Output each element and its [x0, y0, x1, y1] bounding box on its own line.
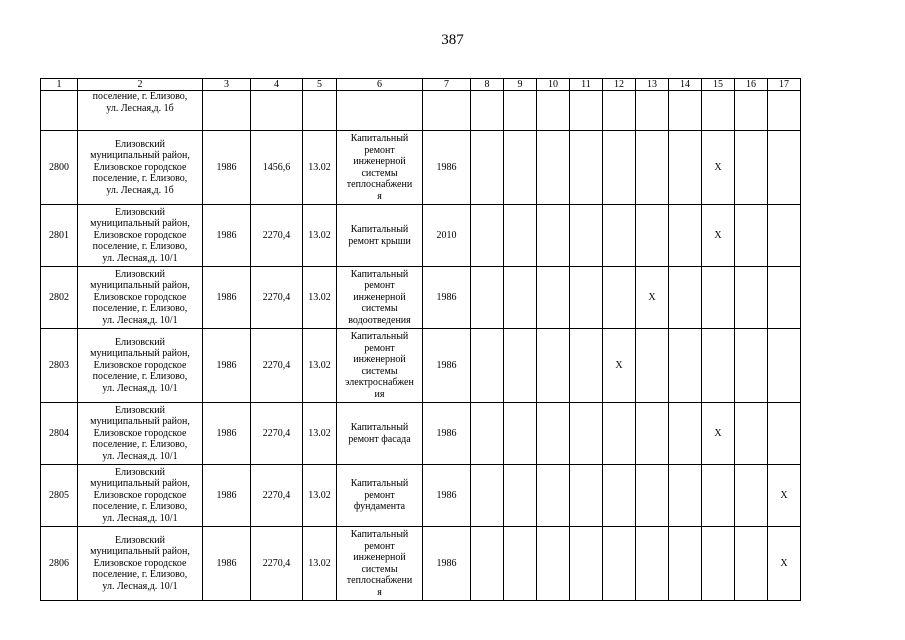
- cell-line: муниципальный район,: [90, 546, 190, 558]
- cell-line: поселение, г. Елизово,: [92, 303, 188, 315]
- empty-cell: [669, 527, 702, 601]
- code-cell: 13.02: [303, 131, 337, 205]
- column-number-row: [41, 79, 801, 91]
- empty-cell: [537, 403, 570, 465]
- register-table: [40, 78, 801, 601]
- cell-line: теплоснабжени: [346, 575, 413, 586]
- empty-cell: [570, 465, 603, 527]
- cell-line: поселение, г. Елизово,: [92, 241, 188, 253]
- cell-line: ремонт: [364, 489, 395, 501]
- empty-cell: [702, 465, 735, 527]
- column-number: 11: [570, 79, 603, 91]
- cell-line: поселение, г. Елизово,: [92, 569, 188, 581]
- cell-line: Елизовский: [114, 206, 165, 218]
- year-built-cell: 1986: [203, 267, 251, 329]
- cell-line: системы: [361, 167, 398, 179]
- mark-cell: X: [603, 329, 636, 403]
- cell-line: системы: [361, 365, 398, 377]
- column-number: 12: [603, 79, 636, 91]
- table-row: [41, 465, 801, 527]
- cell-line: ремонт крыши: [348, 235, 411, 247]
- area-cell: 2270,4: [251, 267, 303, 329]
- work-type-cell: [337, 329, 423, 403]
- work-type-cell: [337, 403, 423, 465]
- empty-cell: [570, 403, 603, 465]
- cell-line: Елизовский: [114, 466, 165, 478]
- empty-cell: [537, 131, 570, 205]
- cell-line: Капитальный: [350, 133, 409, 144]
- area-cell: 2270,4: [251, 465, 303, 527]
- cell-line: Елизовское городское: [93, 489, 187, 501]
- cell-line: ул. Лесная,д. 10/1: [102, 252, 178, 264]
- cell-line: инженерной: [353, 156, 406, 167]
- empty-cell: [636, 465, 669, 527]
- cell-line: муниципальный район,: [90, 348, 190, 360]
- empty-cell: [303, 91, 337, 131]
- year-built-cell: 1986: [203, 329, 251, 403]
- mark-cell: X: [702, 205, 735, 267]
- empty-cell: [603, 403, 636, 465]
- empty-cell: [537, 329, 570, 403]
- code-cell: 13.02: [303, 267, 337, 329]
- empty-cell: [337, 91, 423, 131]
- mark-cell: X: [702, 403, 735, 465]
- table-row: [41, 131, 801, 205]
- empty-cell: [636, 91, 669, 131]
- cell-line: ия: [374, 388, 385, 400]
- empty-cell: [570, 527, 603, 601]
- empty-cell: [504, 527, 537, 601]
- address-cell: [78, 527, 203, 601]
- empty-cell: [423, 91, 471, 131]
- cell-line: теплоснабжени: [346, 179, 413, 190]
- empty-cell: [768, 205, 801, 267]
- address-cell: [78, 131, 203, 205]
- empty-cell: [570, 91, 603, 131]
- empty-cell: [636, 131, 669, 205]
- cell-line: ул. Лесная,д. 10/1: [102, 382, 178, 394]
- work-year-cell: 1986: [423, 131, 471, 205]
- column-number: 4: [251, 79, 303, 91]
- cell-line: муниципальный район,: [90, 280, 190, 292]
- year-built-cell: 1986: [203, 465, 251, 527]
- empty-cell: [669, 403, 702, 465]
- empty-cell: [636, 527, 669, 601]
- continuation-row: [41, 91, 801, 131]
- empty-cell: [471, 329, 504, 403]
- area-cell: 2270,4: [251, 527, 303, 601]
- row-id-cell: 2800: [41, 131, 78, 205]
- address-cell: [78, 91, 203, 131]
- work-year-cell: 1986: [423, 465, 471, 527]
- cell-line: системы: [361, 563, 398, 575]
- empty-cell: [735, 205, 768, 267]
- empty-cell: [570, 267, 603, 329]
- code-cell: 13.02: [303, 329, 337, 403]
- cell-line: поселение, г. Елизово,: [92, 439, 188, 451]
- cell-line: Елизовское городское: [93, 229, 187, 241]
- column-number: 7: [423, 79, 471, 91]
- cell-line: инженерной: [353, 354, 406, 365]
- empty-cell: [537, 465, 570, 527]
- empty-cell: [471, 131, 504, 205]
- cell-line: Капитальный: [350, 529, 409, 540]
- work-year-cell: 1986: [423, 527, 471, 601]
- mark-cell: X: [702, 131, 735, 205]
- cell-line: поселение, г. Елизово,: [92, 91, 188, 102]
- column-number: 2: [78, 79, 203, 91]
- row-id-cell: 2805: [41, 465, 78, 527]
- year-built-cell: 1986: [203, 131, 251, 205]
- empty-cell: [603, 205, 636, 267]
- empty-cell: [735, 329, 768, 403]
- empty-cell: [669, 465, 702, 527]
- cell-line: ул. Лесная,д. 1б: [106, 102, 174, 114]
- empty-cell: [471, 527, 504, 601]
- row-id-cell: 2803: [41, 329, 78, 403]
- empty-cell: [669, 131, 702, 205]
- empty-cell: [504, 403, 537, 465]
- empty-cell: [251, 91, 303, 131]
- cell-line: Елизовское городское: [93, 427, 187, 439]
- address-cell: [78, 465, 203, 527]
- cell-line: ремонт фасада: [348, 433, 411, 445]
- work-year-cell: 1986: [423, 267, 471, 329]
- code-cell: 13.02: [303, 465, 337, 527]
- empty-cell: [669, 329, 702, 403]
- table-row: [41, 205, 801, 267]
- mark-cell: X: [768, 465, 801, 527]
- code-cell: 13.02: [303, 205, 337, 267]
- work-type-cell: [337, 205, 423, 267]
- empty-cell: [768, 403, 801, 465]
- empty-cell: [570, 205, 603, 267]
- column-number: 14: [669, 79, 702, 91]
- row-id-cell: 2806: [41, 527, 78, 601]
- empty-cell: [471, 403, 504, 465]
- cell-line: ул. Лесная,д. 10/1: [102, 314, 178, 326]
- work-type-cell: [337, 131, 423, 205]
- empty-cell: [768, 131, 801, 205]
- address-cell: [78, 267, 203, 329]
- empty-cell: [203, 91, 251, 131]
- empty-cell: [702, 91, 735, 131]
- column-number: 13: [636, 79, 669, 91]
- cell-line: Капитальный: [350, 478, 409, 490]
- cell-line: Елизовское городское: [93, 291, 187, 303]
- empty-cell: [537, 91, 570, 131]
- empty-cell: [471, 267, 504, 329]
- row-id-cell: 2802: [41, 267, 78, 329]
- empty-cell: [603, 91, 636, 131]
- cell-line: Капитальный: [350, 331, 409, 342]
- page-number: 387: [441, 32, 464, 48]
- empty-cell: [669, 267, 702, 329]
- table-row: [41, 527, 801, 601]
- empty-cell: [669, 91, 702, 131]
- column-number: 9: [504, 79, 537, 91]
- column-number: 5: [303, 79, 337, 91]
- work-type-cell: [337, 527, 423, 601]
- cell-line: Капитальный: [350, 224, 409, 235]
- empty-cell: [603, 527, 636, 601]
- cell-line: системы: [361, 303, 398, 315]
- empty-cell: [504, 91, 537, 131]
- cell-line: Капитальный: [350, 268, 409, 280]
- empty-cell: [735, 527, 768, 601]
- column-number: 3: [203, 79, 251, 91]
- empty-cell: [768, 329, 801, 403]
- column-number: 10: [537, 79, 570, 91]
- column-number: 1: [41, 79, 78, 91]
- cell-line: ул. Лесная,д. 10/1: [102, 512, 178, 524]
- row-id-cell: 2801: [41, 205, 78, 267]
- table-row: [41, 267, 801, 329]
- cell-line: Елизовский: [114, 404, 165, 416]
- cell-line: Елизовский: [114, 336, 165, 348]
- empty-cell: [537, 205, 570, 267]
- cell-line: муниципальный район,: [90, 150, 190, 162]
- cell-line: ул. Лесная,д. 1б: [106, 184, 174, 196]
- cell-line: я: [377, 586, 382, 598]
- empty-cell: [603, 267, 636, 329]
- work-type-cell: [337, 267, 423, 329]
- cell-line: ул. Лесная,д. 10/1: [102, 450, 178, 462]
- address-cell: [78, 329, 203, 403]
- address-cell: [78, 205, 203, 267]
- column-number: 6: [337, 79, 423, 91]
- empty-cell: [504, 329, 537, 403]
- cell-line: ремонт: [364, 540, 395, 552]
- empty-cell: [537, 267, 570, 329]
- empty-cell: [471, 465, 504, 527]
- area-cell: 2270,4: [251, 329, 303, 403]
- empty-cell: [735, 267, 768, 329]
- column-number: 8: [471, 79, 504, 91]
- mark-cell: X: [768, 527, 801, 601]
- cell-line: я: [377, 190, 382, 202]
- cell-line: Елизовский: [114, 268, 165, 280]
- empty-cell: [735, 91, 768, 131]
- area-cell: 2270,4: [251, 403, 303, 465]
- work-year-cell: 2010: [423, 205, 471, 267]
- empty-cell: [636, 403, 669, 465]
- cell-line: Елизовский: [114, 534, 165, 546]
- empty-cell: [768, 267, 801, 329]
- empty-cell: [735, 131, 768, 205]
- empty-cell: [702, 527, 735, 601]
- cell-line: муниципальный район,: [90, 416, 190, 428]
- column-number: 16: [735, 79, 768, 91]
- year-built-cell: 1986: [203, 527, 251, 601]
- cell-line: поселение, г. Елизово,: [92, 173, 188, 185]
- area-cell: 2270,4: [251, 205, 303, 267]
- cell-line: ул. Лесная,д. 10/1: [102, 580, 178, 592]
- cell-line: Елизовское городское: [93, 557, 187, 569]
- empty-cell: [537, 527, 570, 601]
- cell-line: Елизовское городское: [93, 161, 187, 173]
- empty-cell: [702, 329, 735, 403]
- cell-line: Елизовское городское: [93, 359, 187, 371]
- cell-line: муниципальный район,: [90, 478, 190, 490]
- code-cell: 13.02: [303, 527, 337, 601]
- empty-cell: [735, 465, 768, 527]
- column-number: 17: [768, 79, 801, 91]
- cell-line: ремонт: [364, 280, 395, 292]
- table-row: [41, 329, 801, 403]
- cell-line: инженерной: [353, 552, 406, 563]
- row-id-cell: 2804: [41, 403, 78, 465]
- cell-line: Капитальный: [350, 422, 409, 433]
- work-type-cell: [337, 465, 423, 527]
- empty-cell: [570, 131, 603, 205]
- empty-cell: [669, 205, 702, 267]
- empty-cell: [471, 91, 504, 131]
- empty-cell: [471, 205, 504, 267]
- empty-cell: [570, 329, 603, 403]
- cell-line: Елизовский: [114, 138, 165, 150]
- empty-cell: [702, 267, 735, 329]
- empty-cell: [636, 329, 669, 403]
- empty-cell: [504, 131, 537, 205]
- year-built-cell: 1986: [203, 403, 251, 465]
- work-year-cell: 1986: [423, 403, 471, 465]
- empty-cell: [504, 267, 537, 329]
- area-cell: 1456,6: [251, 131, 303, 205]
- empty-cell: [41, 91, 78, 131]
- code-cell: 13.02: [303, 403, 337, 465]
- empty-cell: [603, 465, 636, 527]
- empty-cell: [504, 205, 537, 267]
- table-row: [41, 403, 801, 465]
- cell-line: водоотведения: [348, 314, 411, 326]
- cell-line: электроснабжен: [345, 377, 414, 388]
- empty-cell: [636, 205, 669, 267]
- cell-line: ремонт: [364, 144, 395, 156]
- cell-line: инженерной: [353, 291, 406, 303]
- empty-cell: [768, 91, 801, 131]
- year-built-cell: 1986: [203, 205, 251, 267]
- empty-cell: [504, 465, 537, 527]
- cell-line: фундамента: [353, 501, 406, 513]
- cell-line: поселение, г. Елизово,: [92, 371, 188, 383]
- cell-line: поселение, г. Елизово,: [92, 501, 188, 513]
- address-cell: [78, 403, 203, 465]
- mark-cell: X: [636, 267, 669, 329]
- empty-cell: [603, 131, 636, 205]
- cell-line: муниципальный район,: [90, 218, 190, 230]
- cell-line: ремонт: [364, 342, 395, 354]
- column-number: 15: [702, 79, 735, 91]
- empty-cell: [735, 403, 768, 465]
- work-year-cell: 1986: [423, 329, 471, 403]
